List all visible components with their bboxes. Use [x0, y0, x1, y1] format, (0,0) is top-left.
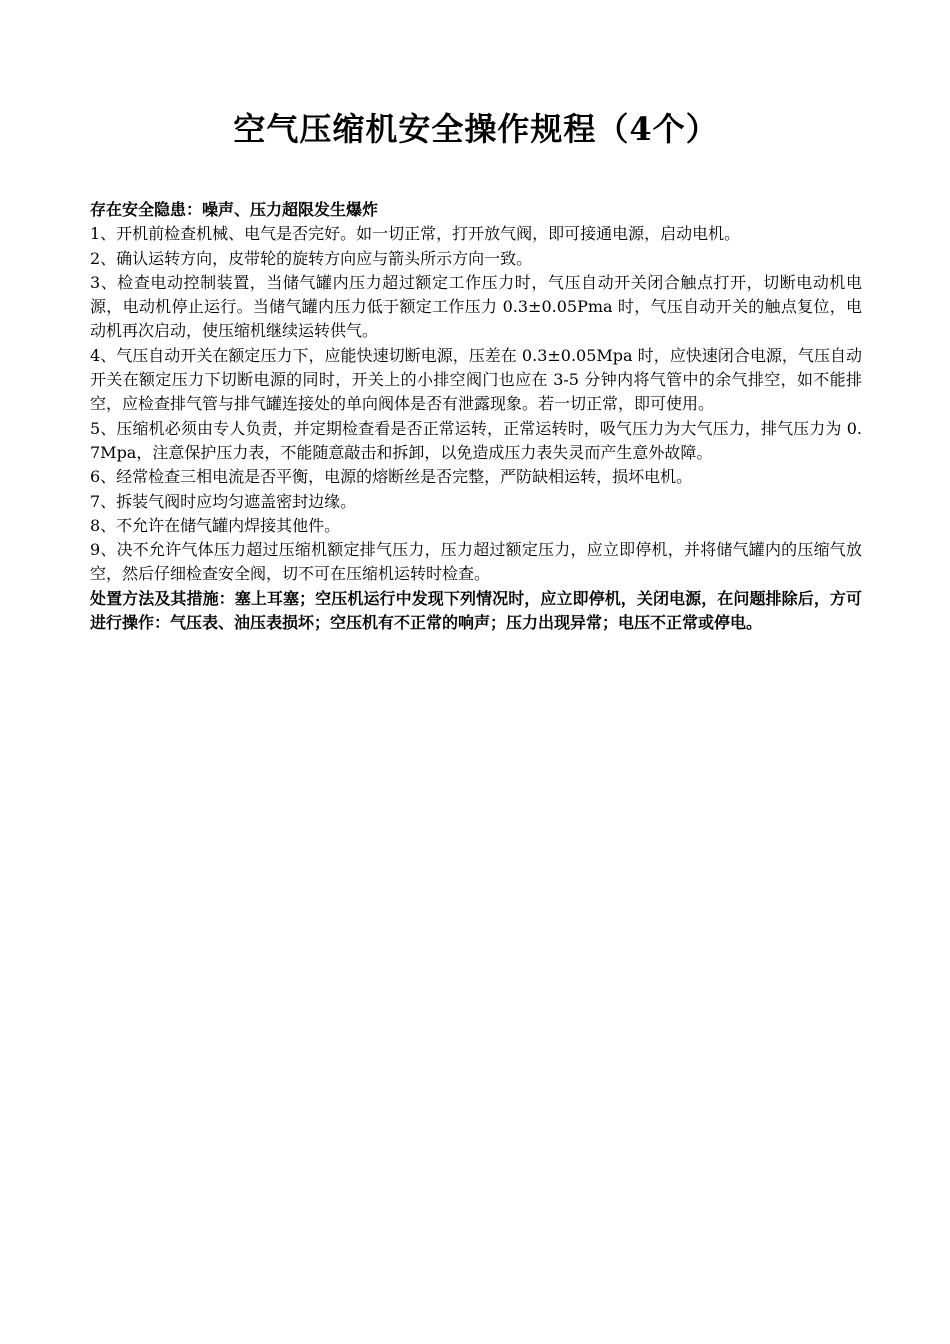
procedure-item-3: 3、检查电动控制装置，当储气罐内压力超过额定工作压力时，气压自动开关闭合触点打开，切断电动机电源，电动机停止运行。当储气罐内压力低于额定工作压力 0.3±0.05Pma 时，气压自动开关的触点复位，电动机再次启动，使压缩机继续运转供气。: [90, 272, 862, 341]
procedure-item-2: 2、确认运转方向，皮带轮的旋转方向应与箭头所示方向一致。: [90, 248, 533, 268]
procedure-item-5: 5、压缩机必须由专人负责，并定期检查看是否正常运转，正常运转时，吸气压力为大气压力，排气压力为 0.7Mpa，注意保护压力表，不能随意敲击和拆卸，以免造成压力表失灵而产生意外故障。: [90, 418, 862, 462]
procedure-item-4: 4、气压自动开关在额定压力下，应能快速切断电源，压差在 0.3±0.05Mpa 时，应快速闭合电源，气压自动开关在额定压力下切断电源的同时，开关上的小排空阀门也应在 3-5 分钟内将气管中的余气排空，如不能排空，应检查排气管与排气罐连接处的单向阀体是否有泄露现象。若一切正常，即可使用。: [90, 345, 862, 414]
handling-measures: 处置方法及其措施：塞上耳塞；空压机运行中发现下列情况时，应立即停机，关闭电源，在问题排除后，方可进行操作：气压表、油压表损坏；空压机有不正常的响声；压力出现异常；电压不正常或停电。: [90, 588, 862, 633]
procedure-item-9: 9、决不允许气体压力超过压缩机额定排气压力，压力超过额定压力，应立即停机，并将储气罐内的压缩气放空，然后仔细检查安全阀，切不可在压缩机运转时检查。: [90, 540, 862, 584]
procedure-item-8: 8、不允许在储气罐内焊接其他件。: [90, 515, 341, 535]
document-title: 空气压缩机安全操作规程（4个）: [233, 110, 719, 148]
procedure-item-1: 1、开机前检查机械、电气是否完好。如一切正常，打开放气阀，即可接通电源，启动电机。: [90, 224, 741, 244]
document-body: [90, 198, 862, 635]
procedure-item-6: 6、经常检查三相电流是否平衡，电源的熔断丝是否完整，严防缺相运转，损坏电机。: [90, 467, 693, 487]
procedure-item-7: 7、拆装气阀时应均匀遮盖密封边缘。: [90, 491, 357, 511]
hazard-heading: 存在安全隐患：噪声、压力超限发生爆炸: [90, 200, 379, 219]
